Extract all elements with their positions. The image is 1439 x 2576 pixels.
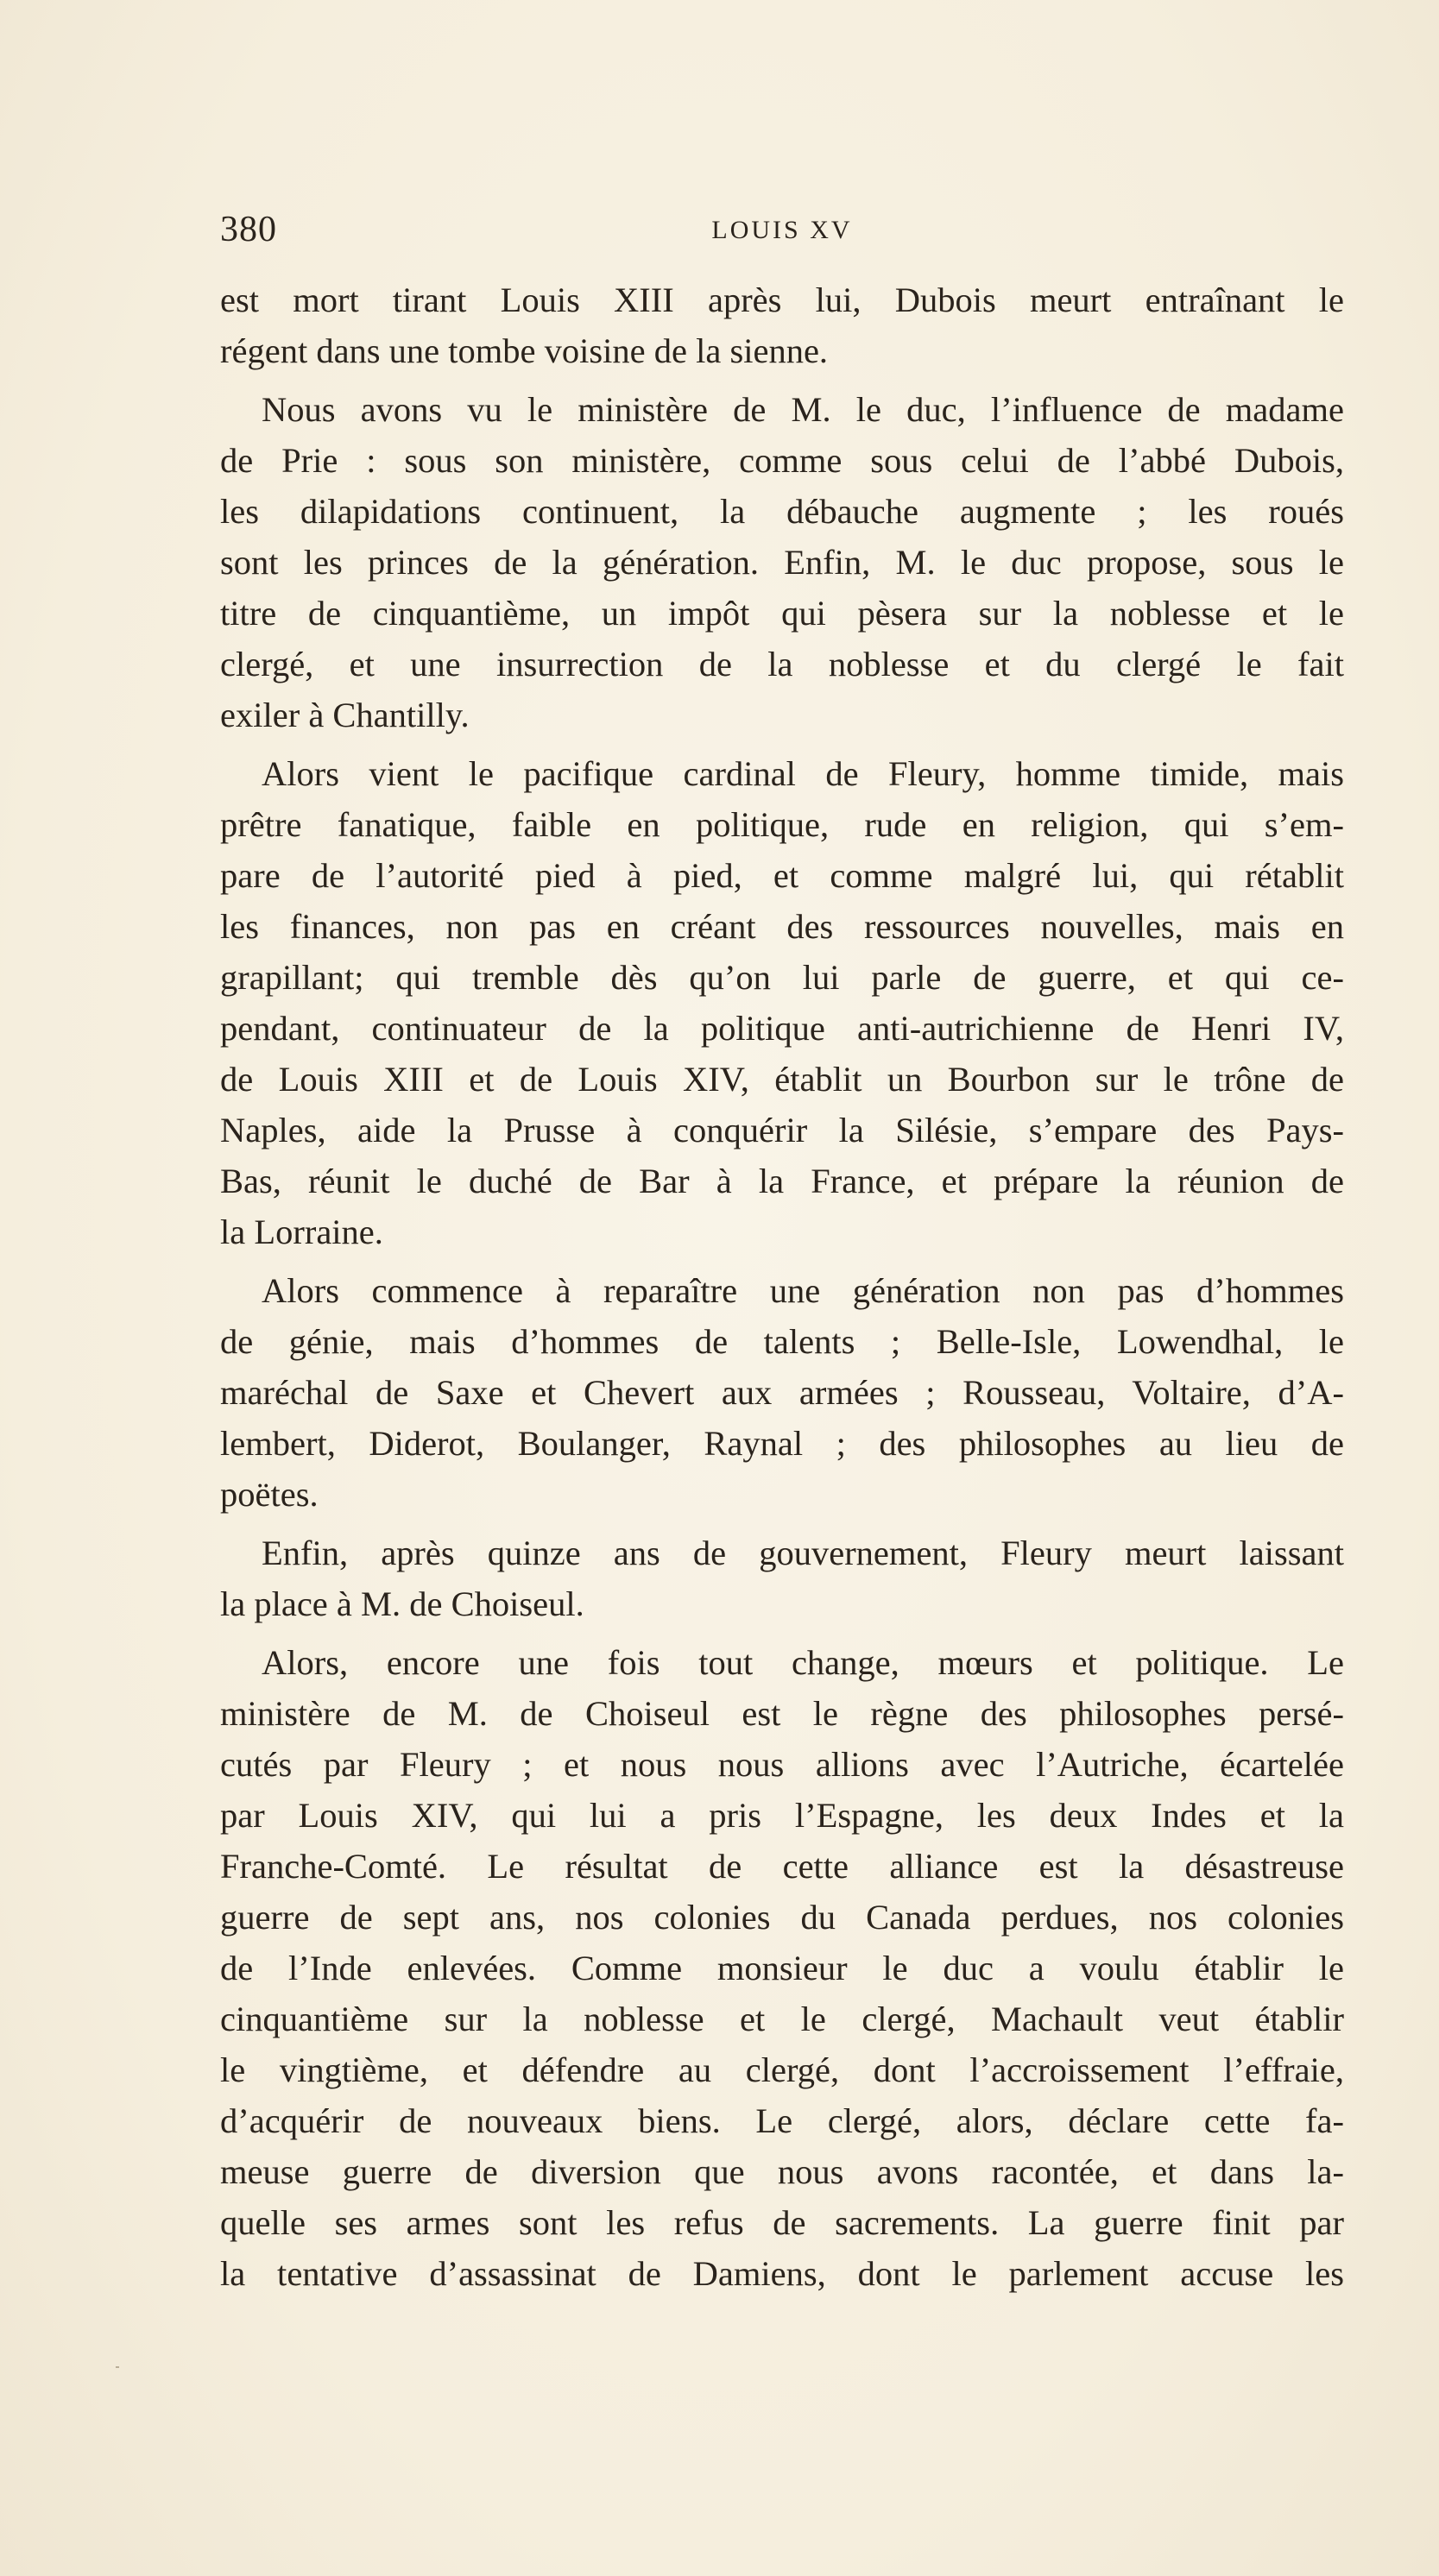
paragraph-gap bbox=[220, 1629, 1344, 1637]
text-line: pare de l’autorité pied à pied, et comme malgré lui, qui rétablit bbox=[220, 856, 1344, 895]
text-line: Bas, réunit le duché de Bar à la France, et prépare la réunion de bbox=[220, 1162, 1344, 1200]
text-line: quelle ses armes sont les refus de sacrements. La guerre finit par bbox=[220, 2203, 1344, 2242]
text-line: de génie, mais d’hommes de talents ; Belle-Isle, Lowendhal, le bbox=[220, 1322, 1344, 1361]
page-number: 380 bbox=[220, 210, 277, 249]
text-line: la Lorraine. bbox=[220, 1212, 383, 1251]
text-line: cutés par Fleury ; et nous nous allions avec l’Autriche, écartelée bbox=[220, 1745, 1344, 1784]
text-line: poëtes. bbox=[220, 1475, 319, 1514]
text-line: clergé, et une insurrection de la noblesse et du clergé le fait bbox=[220, 645, 1344, 683]
text-line: d’acquérir de nouveaux biens. Le clergé, alors, déclare cette fa- bbox=[220, 2101, 1344, 2140]
text-line: prêtre fanatique, faible en politique, rude en religion, qui s’em- bbox=[220, 805, 1344, 844]
text-line: de l’Inde enlevées. Comme monsieur le duc a voulu établir le bbox=[220, 1949, 1344, 1987]
text-line: les finances, non pas en créant des ressources nouvelles, mais en bbox=[220, 907, 1344, 946]
text-line: les dilapidations continuent, la débauche augmente ; les roués bbox=[220, 492, 1344, 531]
text-line: de Prie : sous son ministère, comme sous celui de l’abbé Dubois, bbox=[220, 441, 1344, 480]
body-text bbox=[220, 274, 1344, 2299]
text-line: est mort tirant Louis XIII après lui, Dubois meurt entraînant le bbox=[220, 280, 1344, 319]
text-line: Nous avons vu le ministère de M. le duc, l’influence de madame bbox=[262, 390, 1344, 429]
text-line: guerre de sept ans, nos colonies du Canada perdues, nos colonies bbox=[220, 1898, 1344, 1937]
text-line: de Louis XIII et de Louis XIV, établit un Bourbon sur le trône de bbox=[220, 1060, 1344, 1099]
paragraph-gap bbox=[220, 1257, 1344, 1265]
text-line: exiler à Chantilly. bbox=[220, 696, 470, 734]
text-line: régent dans une tombe voisine de la sienne. bbox=[220, 331, 829, 370]
text-line: pendant, continuateur de la politique anti-autrichienne de Henri IV, bbox=[220, 1009, 1344, 1048]
text-line: la tentative d’assassinat de Damiens, dont le parlement accuse les bbox=[220, 2254, 1344, 2293]
paragraph-gap bbox=[220, 1520, 1344, 1527]
text-line: le vingtième, et défendre au clergé, dont l’accroissement l’effraie, bbox=[220, 2050, 1344, 2089]
text-line: la place à M. de Choiseul. bbox=[220, 1584, 584, 1623]
text-line: maréchal de Saxe et Chevert aux armées ; Rousseau, Voltaire, d’A- bbox=[220, 1373, 1344, 1412]
margin-mark bbox=[116, 2366, 119, 2368]
text-line: lembert, Diderot, Boulanger, Raynal ; des philosophes au lieu de bbox=[220, 1424, 1344, 1463]
text-line: Alors, encore une fois tout change, mœurs et politique. Le bbox=[262, 1643, 1344, 1682]
paragraph-gap bbox=[220, 740, 1344, 748]
page-header bbox=[220, 209, 1344, 261]
text-line: grapillant; qui tremble dès qu’on lui parle de guerre, et qui ce- bbox=[220, 958, 1344, 997]
text-line: Enfin, après quinze ans de gouvernement, Fleury meurt laissant bbox=[262, 1534, 1344, 1572]
text-line: Franche-Comté. Le résultat de cette alliance est la désastreuse bbox=[220, 1847, 1344, 1886]
text-line: Alors vient le pacifique cardinal de Fleury, homme timide, mais bbox=[262, 754, 1344, 793]
text-line: titre de cinquantième, un impôt qui pèsera sur la noblesse et le bbox=[220, 594, 1344, 633]
text-line: Naples, aide la Prusse à conquérir la Silésie, s’empare des Pays- bbox=[220, 1111, 1344, 1149]
text-line: sont les princes de la génération. Enfin, M. le duc propose, sous le bbox=[220, 543, 1344, 582]
text-line: par Louis XIV, qui lui a pris l’Espagne, les deux Indes et la bbox=[220, 1796, 1344, 1835]
text-line: meuse guerre de diversion que nous avons racontée, et dans la- bbox=[220, 2152, 1344, 2191]
paragraph-gap bbox=[220, 376, 1344, 384]
text-line: cinquantième sur la noblesse et le clergé, Machault veut établir bbox=[220, 2000, 1344, 2038]
text-line: Alors commence à reparaître une génération non pas d’hommes bbox=[262, 1271, 1344, 1310]
running-title: LOUIS XV bbox=[711, 216, 853, 244]
text-line: ministère de M. de Choiseul est le règne des philosophes persé- bbox=[220, 1694, 1344, 1733]
